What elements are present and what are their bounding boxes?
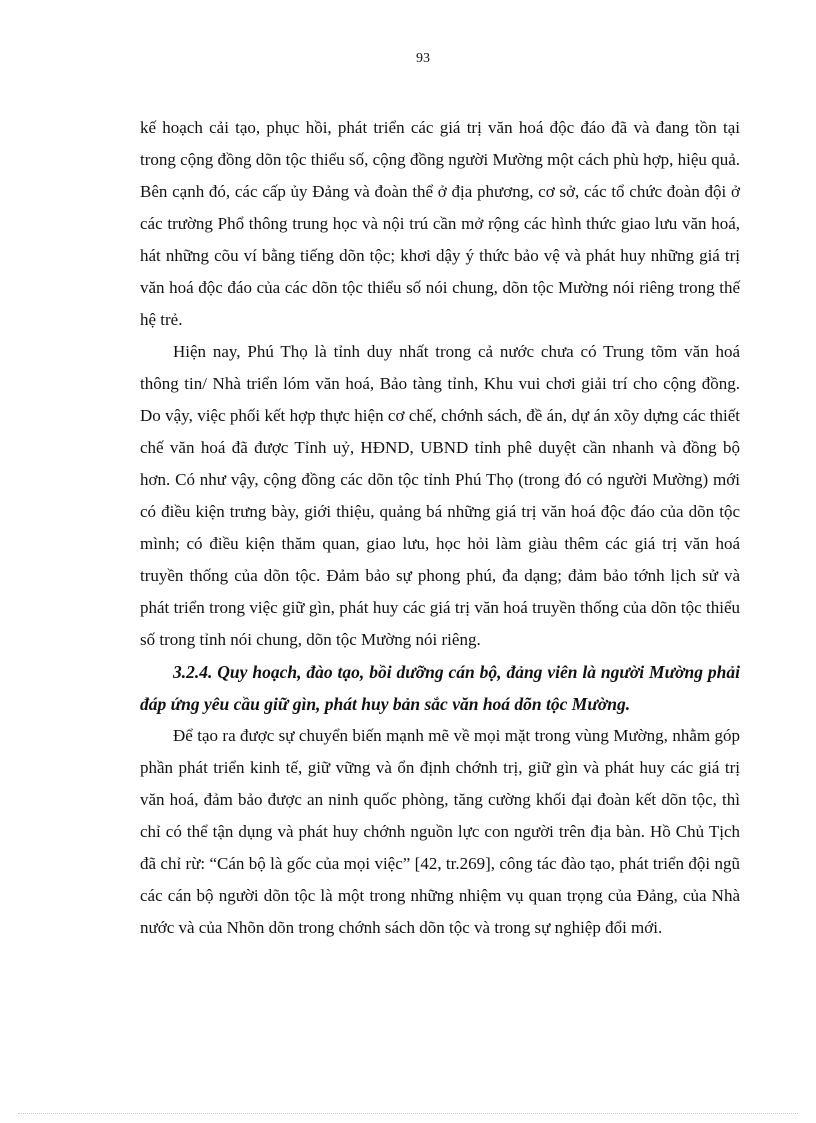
page-bottom-divider xyxy=(18,1113,798,1114)
paragraph-continuation: kế hoạch cải tạo, phục hồi, phát triển các giá trị văn hoá độc đáo đã và đang tồn tại trong cộng đồng dõn tộc thiểu số, cộng đồng người Mường một cách phù hợp, hiệu quả. Bên cạnh đó, các cấp ủy Đảng và đoàn thể ở địa phương, cơ sở, các tổ chức đoàn đội ở các trường Phổ thông trung học và nội trú cần mở rộng các hình thức giao lưu văn hoá, hát những cõu ví bằng tiếng dõn tộc; khơi dậy ý thức bảo vệ và phát huy những giá trị văn hoá độc đáo của các dõn tộc thiểu số nói chung, dõn tộc Mường nói riêng trong thế hệ trẻ. xyxy=(140,118,740,329)
paragraph: Để tạo ra được sự chuyển biến mạnh mẽ về mọi mặt trong vùng Mường, nhằm góp phần phát triển kinh tế, giữ vững và ổn định chớnh trị, giữ gìn và phát huy các giá trị văn hoá, đảm bảo được an ninh quốc phòng, tăng cường khối đại đoàn kết dõn tộc, thì chỉ có thể tận dụng và phát huy chớnh nguồn lực con người trên địa bàn. Hồ Chủ Tịch đã chỉ rừ: “Cán bộ là gốc của mọi việc” [42, tr.269], công tác đào tạo, phát triển đội ngũ các cán bộ người dõn tộc là một trong những nhiệm vụ quan trọng của Đảng, của Nhà nước và của Nhõn dõn trong chớnh sách dõn tộc và trong sự nghiệp đổi mới. xyxy=(140,726,740,937)
page-number: 93 xyxy=(416,51,430,66)
document-body xyxy=(140,112,740,944)
section-heading: 3.2.4. Quy hoạch, đào tạo, bồi dưỡng cán bộ, đảng viên là người Mường phải đáp ứng yêu cầu giữ gìn, phát huy bản sắc văn hoá dõn tộc Mường. xyxy=(140,662,740,714)
paragraph: Hiện nay, Phú Thọ là tỉnh duy nhất trong cả nước chưa có Trung tõm văn hoá thông tin/ Nhà triển lóm văn hoá, Bảo tàng tỉnh, Khu vui chơi giải trí cho cộng đồng. Do vậy, việc phối kết hợp thực hiện cơ chế, chớnh sách, đề án, dự án xõy dựng các thiết chế văn hoá đã được Tỉnh uỷ, HĐND, UBND tỉnh phê duyệt cần nhanh và đồng bộ hơn. Có như vậy, cộng đồng các dõn tộc tỉnh Phú Thọ (trong đó có người Mường) mới có điều kiện trưng bày, giới thiệu, quảng bá những giá trị văn hoá độc đáo của dõn tộc mình; có điều kiện thăm quan, giao lưu, học hỏi làm giàu thêm các giá trị văn hoá truyền thống của dõn tộc. Đảm bảo sự phong phú, đa dạng; đảm bảo tớnh lịch sử và phát triển trong việc giữ gìn, phát huy các giá trị văn hoá truyền thống của dõn tộc thiểu số trong tỉnh nói chung, dõn tộc Mường nói riêng. xyxy=(140,342,740,649)
